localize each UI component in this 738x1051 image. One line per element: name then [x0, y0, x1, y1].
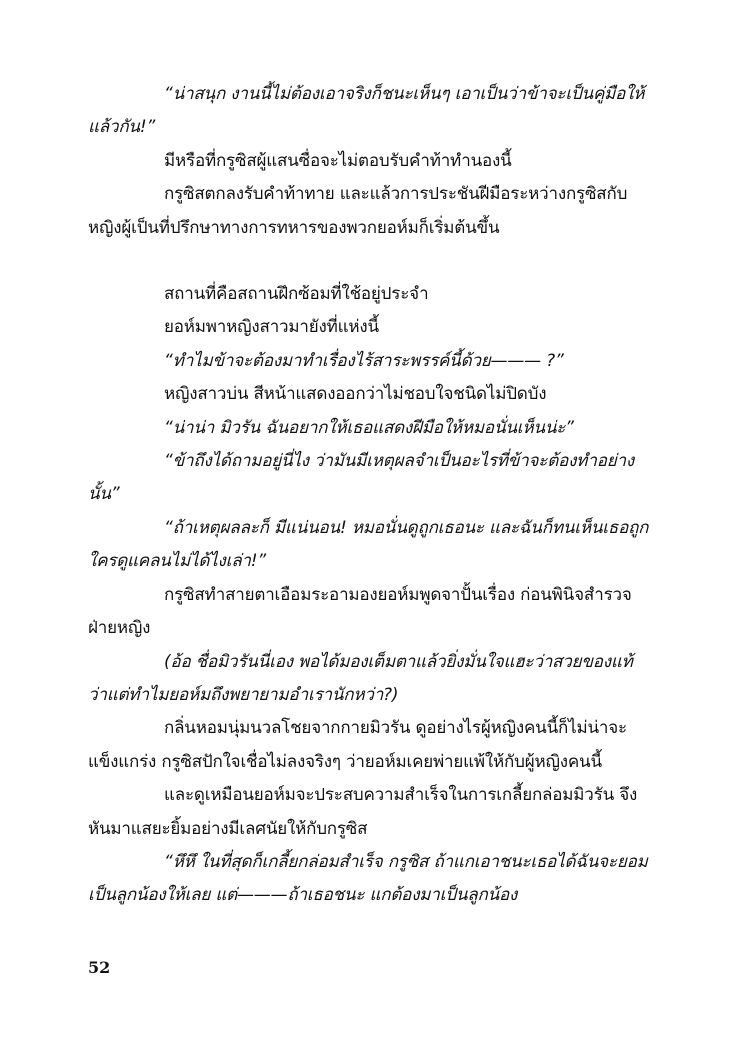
paragraph-thought: (อ้อ ชื่อมิวรันนี่เอง พอได้มองเต็มตาแล้วยิ่งมั่นใจแฮะว่าสวยของแท้ ว่าแต่ทำไมยอห์มถึงพยายามอำเรานักหว่า?): [88, 651, 633, 705]
page-number: 52: [88, 958, 111, 977]
paragraph-narration-8: และดูเหมือนยอห์มจะประสบความสำเร็จในการเกลี้ยกล่อมมิวรัน จึงหันมาแสยะยิ้มอย่างมีเลศนัยให้กับกรูซิส: [88, 785, 638, 839]
paragraph-narration-5: หญิงสาวบ่น สีหน้าแสดงออกว่าไม่ชอบใจชนิดไม่ปิดบัง: [164, 384, 547, 405]
paragraph-narration-1: มีหรือที่กรูซิสผู้แสนซื่อจะไม่ตอบรับคำท้าทำนองนี้: [164, 150, 512, 171]
paragraph-dialogue-1: “น่าสนุก งานนี้ไม่ต้องเอาจริงก็ชนะเห็นๆ เอาเป็นว่าข้าจะเป็นคู่มือให้แล้วกัน!”: [88, 84, 645, 138]
paragraph-narration-2: กรูซิสตกลงรับคำท้าทาย และแล้วการประชันฝีมือระหว่างกรูซิสกับหญิงผู้เป็นที่ปรึกษาทางการทหารของพวกยอห์มก็เริ่มต้นขึ้น: [88, 184, 628, 238]
paragraph-dialogue-4: “ข้าถึงได้ถามอยู่นี่ไง ว่ามันมีเหตุผลจำเป็นอะไรที่ข้าจะต้องทำอย่างนั้น”: [88, 451, 634, 505]
paragraph-narration-3: สถานที่คือสถานฝึกซ้อมที่ใช้อยู่ประจำ: [164, 284, 429, 305]
paragraph-dialogue-2: “ทำไมข้าจะต้องมาทำเรื่องไร้สาระพรรค์นี้ด้วย——— ?”: [164, 350, 564, 371]
paragraph-narration-4: ยอห์มพาหญิงสาวมายังที่แห่งนี้: [164, 317, 379, 338]
body-text: [88, 78, 652, 913]
paragraph-narration-7: กลิ่นหอมนุ่มนวลโชยจากกายมิวรัน ดูอย่างไรผู้หญิงคนนี้ก็ไม่น่าจะแข็งแกร่ง กรูซิสปักใจเชื่อไม่ลงจริงๆ ว่ายอห์มเคยพ่ายแพ้ให้กับผู้หญิงคนนี้: [88, 718, 627, 772]
paragraph-dialogue-5: “ถ้าเหตุผลละก็ มีแน่นอน! หมอนั่นดูถูกเธอนะ และฉันก็ทนเห็นเธอถูกใครดูแคลนไม่ได้ไงเล่า!”: [88, 517, 649, 572]
paragraph-dialogue-6: “หึหึ ในที่สุดก็เกลี้ยกล่อมสำเร็จ กรูซิส ถ้าแกเอาชนะเธอได้ฉันจะยอมเป็นลูกน้องให้เลย แต่———ถ้าเธอชนะ แกต้องมาเป็นลูกน้อง: [88, 851, 648, 906]
scene-break: [88, 245, 652, 278]
paragraph-narration-6: กรูซิสทำสายตาเอือมระอามองยอห์มพูดจาปั้นเรื่อง ก่อนพินิจสำรวจฝ่ายหญิง: [88, 584, 632, 639]
paragraph-dialogue-3: “น่าน่า มิวรัน ฉันอยากให้เธอแสดงฝีมือให้หมอนั่นเห็นน่ะ”: [164, 417, 574, 438]
